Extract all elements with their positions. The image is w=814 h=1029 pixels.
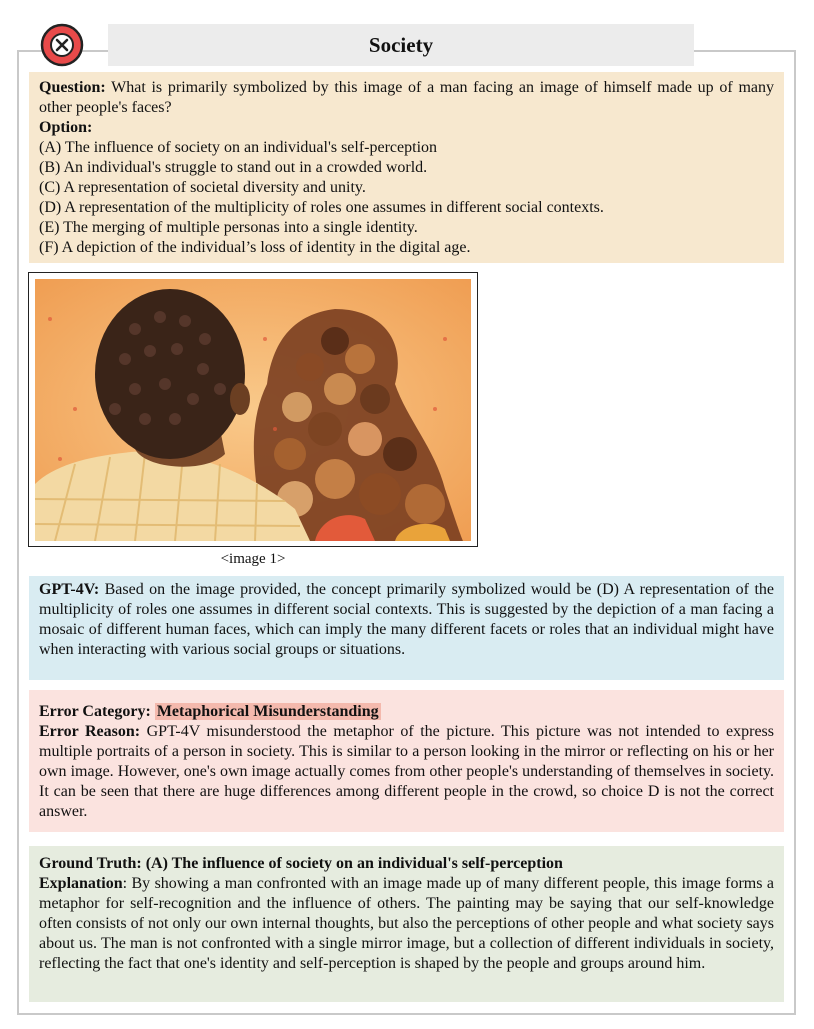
question-box	[29, 72, 784, 263]
x-circle-icon	[40, 23, 84, 67]
question-line	[39, 78, 774, 118]
gpt4v-label: GPT-4V:	[39, 581, 100, 598]
option-b: (B) An individual's struggle to stand out in a crowded world.	[39, 159, 428, 176]
page-title: Society	[368, 32, 434, 57]
ground-truth-box	[29, 846, 784, 1002]
question-text: What is primarily symbolized by this image of a man facing an image of himself made up of many other people's faces?	[39, 79, 774, 116]
ground-truth-label: Ground Truth: (A) The influence of society on an individual's self-perception	[39, 855, 563, 872]
explanation-text: : By showing a man confronted with an image made up of many different people, this image forms a metaphor for self-recognition and the influence of others. The painting may be saying that our self-knowledge often consists of not only our own internal thoughts, but also the perceptions of other people and what society says about us. The man is not confronted with a single mirror image, but a collection of different individuals in society, reflecting the fact that one's identity and self-perception is shaped by the people and groups around him.	[39, 875, 774, 972]
gpt4v-response-box	[29, 576, 784, 680]
option-label: Option:	[39, 119, 93, 136]
explanation-label: Explanation	[39, 875, 123, 892]
option-f: (F) A depiction of the individual’s loss of identity in the digital age.	[39, 239, 471, 256]
option-e: (E) The merging of multiple personas into a single identity.	[39, 219, 418, 236]
question-label: Question:	[39, 79, 106, 96]
image-caption: <image 1>	[220, 551, 286, 567]
option-a: (A) The influence of society on an individual's self-perception	[39, 139, 438, 156]
error-category-line	[39, 702, 774, 722]
gpt4v-text: Based on the image provided, the concept primarily symbolized would be (D) A representation of the multiplicity of roles one assumes in different social contexts. This is suggested by the depiction of a man facing a mosaic of different human faces, which can imply the many different facets or roles that an individual might have when interacting with various social groups or situations.	[39, 581, 774, 658]
error-reason-label: Error Reason:	[39, 723, 141, 740]
painting-image	[28, 272, 478, 547]
error-category-value: Metaphorical Misunderstanding	[156, 703, 379, 720]
error-reason-text: GPT-4V misunderstood the metaphor of the picture. This picture was not intended to express multiple portraits of a person in society. This is similar to a person looking in the mirror or reflecting on his or her own image. However, one's own image actually comes from other people's understanding of themselves in society. It can be seen that there are huge differences among different people in the crowd, so choice D is not the correct answer.	[39, 723, 775, 820]
title-bar	[108, 24, 694, 66]
painting-illustration	[35, 279, 471, 541]
error-reason-line	[39, 722, 774, 822]
explanation-line	[39, 874, 774, 974]
option-d: (D) A representation of the multiplicity of roles one assumes in different social contexts.	[39, 199, 604, 216]
error-box	[29, 690, 784, 832]
error-category-label: Error Category:	[39, 703, 151, 720]
option-c: (C) A representation of societal diversity and unity.	[39, 179, 366, 196]
